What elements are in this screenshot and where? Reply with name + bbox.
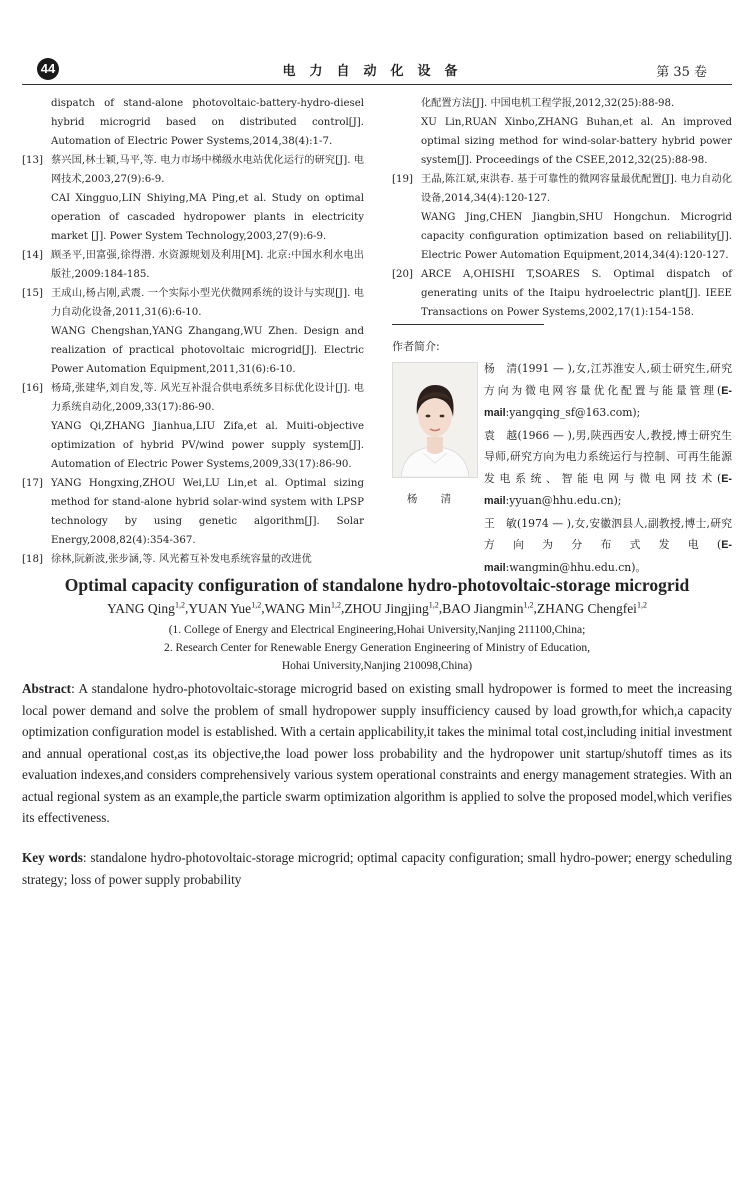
- keywords-label: Key words: [22, 850, 83, 865]
- references-left-column: [22, 94, 364, 569]
- bio-wang-min: 王 敏(1974 — ),女,安徽泗县人,副教授,博士,研究方向为分布式发电(E-mail:wangmin@hhu.edu.cn)。: [484, 516, 732, 574]
- references-right-column: [392, 94, 732, 322]
- english-title: Optimal capacity configuration of standalone hydro-photovoltaic-storage microgrid: [64, 575, 690, 595]
- reference-number: [15]: [22, 288, 43, 299]
- reference-item: [22, 284, 364, 379]
- affiliation-line-1: (1. College of Energy and Electrical Engineering,Hohai University,Nanjing 211100,China;: [168, 624, 586, 636]
- reference-item: [22, 379, 364, 474]
- reference-item: [22, 550, 364, 569]
- running-header: [22, 58, 732, 80]
- reference-text: YANG Qi,ZHANG Jianhua,LIU Zifa,et al. Muiti-objective optimization of hybrid PV/wind power supply system[J]. Automation of Electric Power Systems,2009,33(17):86-90.: [51, 421, 364, 470]
- reference-item: [22, 246, 364, 284]
- reference-text: 蔡兴国,林士颖,马平,等. 电力市场中梯级水电站优化运行的研究[J]. 电网技术,2003,27(9):6-9.: [51, 155, 364, 185]
- section-divider: [392, 324, 544, 325]
- bio-yang-qing: 杨 清(1991 — ),女,江苏淮安人,硕士研究生,研究方向为微电网容量优化配置与能量管理(E-mail:yangqing_sf@163.com);: [484, 362, 732, 419]
- affiliation-line-3: Hohai University,Nanjing 210098,China): [281, 660, 473, 672]
- reference-text: 王成山,杨占刚,武震. 一个实际小型光伏微网系统的设计与实现[J]. 电力自动化设备,2011,31(6):6-10.: [51, 288, 364, 318]
- author-name: BAO Jiangmin$^{1,2}$: [442, 600, 534, 616]
- reference-text: 徐林,阮新波,张步涵,等. 风光蓄互补发电系统容量的改进优: [51, 554, 312, 565]
- reference-item: [22, 151, 364, 246]
- author-affiliation-mark: 1,2: [428, 600, 439, 609]
- reference-text: ARCE A,OHISHI T,SOARES S. Optimal dispatch of generating units of the Itaipu hydroelectric plant[J]. IEEE Transactions on Power Systems,2002,17(1):154-158.: [421, 269, 732, 318]
- author-affiliation-mark: 1,2: [330, 600, 341, 609]
- author-affiliation-mark: 1,2: [251, 600, 262, 609]
- author-name: WANG Min$^{1,2}$: [264, 600, 341, 616]
- author-name: ZHANG Chengfei$^{1,2}$: [536, 600, 647, 616]
- reference-text: 王晶,陈江斌,束洪春. 基于可靠性的微网容量最优配置[J]. 电力自动化设备,2014,34(4):120-127.: [421, 174, 732, 204]
- reference-text: WANG Chengshan,YANG Zhangang,WU Zhen. Design and realization of practical photovoltaic microgrid[J]. Electric Power Automation Equipment,2011,31(6):6-10.: [51, 326, 364, 375]
- page-number-badge: 44: [37, 58, 59, 80]
- reference-item: [392, 265, 732, 322]
- reference-text: 化配置方法[J]. 中国电机工程学报,2012,32(25):88-98.: [421, 98, 675, 109]
- reference-text: XU Lin,RUAN Xinbo,ZHANG Buhan,et al. An improved optimal sizing method for wind-solar-battery hybrid power system[J]. Proceedings of the CSEE,2012,32(25):88-98.: [421, 117, 732, 166]
- reference-text: dispatch of stand-alone photovoltaic-battery-hydro-diesel hybrid microgrid based on distributed control[J]. Automation of Electric Power Systems,2014,38(4):1-7.: [51, 98, 364, 147]
- abstract-label: Abstract: [22, 681, 72, 696]
- abstract-text: : A standalone hydro-photovoltaic-storage microgrid based on existing small hydropower is formed to meet the increasing local power demand and solve the problem of small hydropower supply insufficiency caused by load growth,for which,a capacity optimization configuration model is established. With a certain applicability,it takes the minimal total cost,including initial investment and annual operational cost,as its objective,the load power loss probability and the hydropower unit startup/shutoff times as its evaluation indexes,and considers comprehensively various system operational constraints and energy management strategies. With an actual regional system as an example,the particle swarm optimization algorithm is applied to solve the proposed model,which verifies its effectiveness.: [22, 681, 732, 825]
- reference-item: [22, 94, 364, 151]
- author-affiliation-mark: 1,2: [174, 600, 185, 609]
- author-intro-heading: 作者简介:: [392, 340, 440, 353]
- photo-caption: 杨 清: [406, 493, 462, 505]
- author-affiliation-mark: 1,2: [523, 600, 534, 609]
- reference-item: [22, 474, 364, 550]
- english-authors: YANG Qing$^{1,2}$,YUAN Yue$^{1,2}$,WANG Min$^{1,2}$,ZHOU Jingjing$^{1,2}$,BAO Jiangmin$^{1,2}$,ZHANG Chengfei$^{1,2}$: [107, 600, 647, 616]
- reference-text: WANG Jing,CHEN Jiangbin,SHU Hongchun. Microgrid capacity configuration optimization based on reliability[J]. Electric Power Automation Equipment,2014,34(4):120-127.: [421, 212, 732, 261]
- reference-text: YANG Hongxing,ZHOU Wei,LU Lin,et al. Optimal sizing method for stand-alone hybrid solar-wind system with LPSP technology by using genetic algorithm[J]. Solar Energy,2008,82(4):354-367.: [51, 478, 364, 546]
- author-name: YANG Qing$^{1,2}$: [107, 600, 185, 616]
- english-abstract: [22, 678, 732, 829]
- english-keywords: [22, 847, 732, 890]
- reference-number: [19]: [392, 174, 413, 185]
- reference-item: [392, 94, 732, 170]
- reference-text: 顾圣平,田富强,徐得潜. 水资源规划及利用[M]. 北京:中国水利水电出版社,2009:184-185.: [51, 250, 364, 280]
- affiliation-line-2: 2. Research Center for Renewable Energy Generation Engineering of Ministry of Education,: [163, 642, 591, 654]
- reference-item: [392, 170, 732, 265]
- header-rule: [22, 84, 732, 85]
- volume-label: 第 35 卷: [656, 65, 707, 80]
- author-name: ZHOU Jingjing$^{1,2}$: [344, 600, 439, 616]
- author-name: YUAN Yue$^{1,2}$: [188, 600, 262, 616]
- reference-text: 杨琦,张建华,刘自发,等. 风光互补混合供电系统多目标优化设计[J]. 电力系统自动化,2009,33(17):86-90.: [51, 383, 364, 413]
- reference-number: [18]: [22, 554, 43, 565]
- bio-yuan-yue: 袁 越(1966 — ),男,陕西西安人,教授,博士研究生导师,研究方向为电力系统运行与控制、可再生能源发电系统、智能电网与微电网技术(E-mail:yyuan@hhu.edu.cn);: [484, 428, 732, 507]
- author-biographies: [392, 358, 732, 579]
- reference-number: [13]: [22, 155, 43, 166]
- author-affiliation-mark: 1,2: [636, 600, 647, 609]
- keywords-text: : standalone hydro-photovoltaic-storage microgrid; optimal capacity configuration; small hydro-power; energy scheduling strategy; loss of power supply probability: [22, 850, 732, 887]
- reference-text: CAI Xingguo,LIN Shiying,MA Ping,et al. Study on optimal operation of cascaded hydropower plants in electricity market [J]. Power System Technology,2003,27(9):6-9.: [51, 193, 364, 242]
- reference-number: [16]: [22, 383, 43, 394]
- reference-number: [14]: [22, 250, 43, 261]
- journal-name: 电力自动化设备: [282, 64, 472, 79]
- reference-number: [17]: [22, 478, 43, 489]
- reference-number: [20]: [392, 269, 413, 280]
